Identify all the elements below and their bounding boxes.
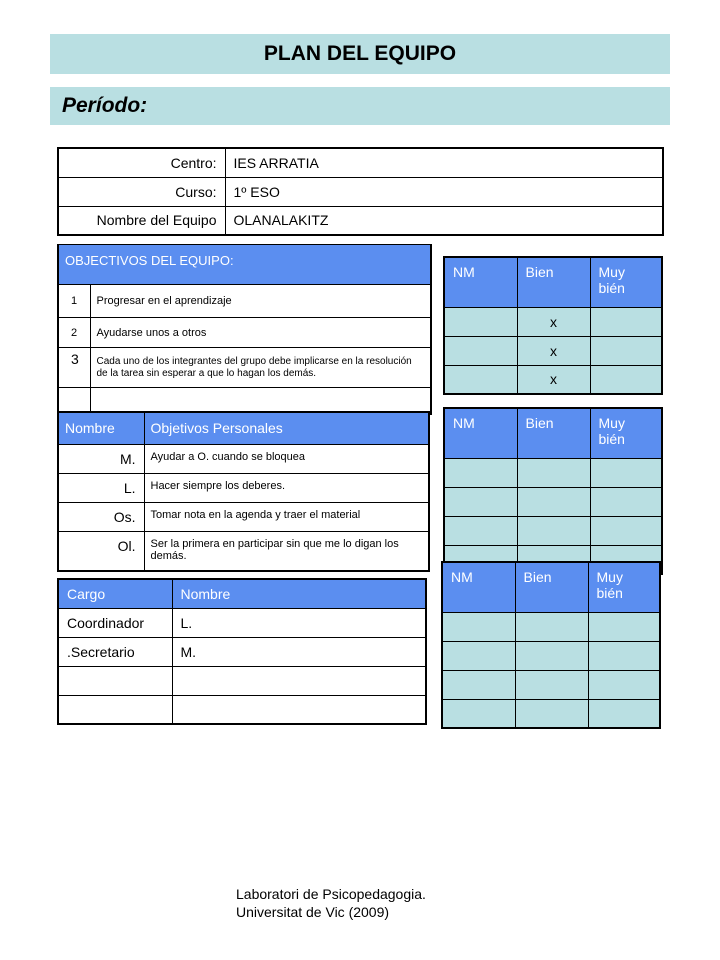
table-row xyxy=(442,670,660,699)
table-row xyxy=(58,637,426,666)
table-row xyxy=(58,318,431,348)
objective-text: Ayudarse unos a otros xyxy=(90,318,431,348)
table-row xyxy=(58,531,429,571)
table-row xyxy=(58,666,426,695)
grid-cell xyxy=(442,699,515,728)
role-title: .Secretario xyxy=(58,637,172,666)
grid-cell xyxy=(590,516,662,545)
grid-cell xyxy=(442,670,515,699)
table-header-row xyxy=(58,412,429,444)
grid-cell xyxy=(588,699,660,728)
table-row xyxy=(444,365,662,394)
table-row xyxy=(444,336,662,365)
personal-goals-column-header: Objetivos Personales xyxy=(144,412,429,444)
table-row xyxy=(58,444,429,473)
evaluation-grid-roles xyxy=(441,561,661,729)
team-objectives-table xyxy=(57,244,432,415)
grid-cell xyxy=(588,612,660,641)
objectives-header: OBJECTIVOS DEL EQUIPO: xyxy=(58,245,431,285)
member-goal: Ser la primera en participar sin que me lo digan los demás. xyxy=(144,531,429,571)
role-title xyxy=(58,695,172,724)
muy-bien-header: Muy bién xyxy=(588,562,660,612)
grid-cell xyxy=(588,641,660,670)
evaluation-grid-personal xyxy=(443,407,663,575)
table-row xyxy=(58,695,426,724)
table-row xyxy=(58,608,426,637)
roles-table xyxy=(57,578,427,725)
table-header-row xyxy=(58,245,431,285)
table-row xyxy=(444,516,662,545)
objective-number: 3 xyxy=(58,348,90,388)
table-header-row xyxy=(444,257,662,307)
grid-cell xyxy=(515,699,588,728)
nm-header: NM xyxy=(444,257,517,307)
team-info-table xyxy=(57,147,664,236)
objective-text xyxy=(90,388,431,414)
team-name-value: OLANALAKITZ xyxy=(225,206,663,235)
table-row xyxy=(58,285,431,318)
grid-cell: x xyxy=(517,336,590,365)
footer-line-2: Universitat de Vic (2009) xyxy=(236,904,390,920)
centro-value: IES ARRATIA xyxy=(225,148,663,177)
bien-header: Bien xyxy=(517,257,590,307)
table-header-row xyxy=(58,579,426,608)
muy-bien-header: Muy bién xyxy=(590,408,662,458)
muy-bien-header: Muy bién xyxy=(590,257,662,307)
grid-cell xyxy=(590,336,662,365)
member-name: Ol. xyxy=(58,531,144,571)
grid-cell xyxy=(442,612,515,641)
grid-cell xyxy=(517,458,590,487)
objective-text: Progresar en el aprendizaje xyxy=(90,285,431,318)
role-name-column-header: Nombre xyxy=(172,579,426,608)
table-row xyxy=(58,388,431,414)
footer-credit xyxy=(236,885,426,921)
nm-header: NM xyxy=(442,562,515,612)
grid-cell xyxy=(590,307,662,336)
grid-cell xyxy=(444,487,517,516)
page-title: PLAN DEL EQUIPO xyxy=(50,34,670,74)
objective-text: Cada uno de los integrantes del grupo debe implicarse en la resolución de la tarea sin esperar a que lo hagan los demás. xyxy=(90,348,431,388)
table-row xyxy=(58,206,663,235)
grid-cell xyxy=(515,670,588,699)
footer-line-1: Laboratori de Psicopedagogia. xyxy=(236,886,426,902)
evaluation-grid-objectives xyxy=(443,256,663,395)
table-header-row xyxy=(444,408,662,458)
grid-cell xyxy=(517,487,590,516)
curso-label: Curso: xyxy=(58,177,225,206)
grid-cell xyxy=(590,487,662,516)
name-column-header: Nombre xyxy=(58,412,144,444)
member-goal: Ayudar a O. cuando se bloquea xyxy=(144,444,429,473)
role-holder: M. xyxy=(172,637,426,666)
role-holder xyxy=(172,666,426,695)
grid-cell xyxy=(515,612,588,641)
centro-label: Centro: xyxy=(58,148,225,177)
table-row xyxy=(444,458,662,487)
table-row xyxy=(442,612,660,641)
member-goal: Hacer siempre los deberes. xyxy=(144,473,429,502)
grid-cell xyxy=(590,458,662,487)
nm-header: NM xyxy=(444,408,517,458)
curso-value: 1º ESO xyxy=(225,177,663,206)
period-label: Período: xyxy=(50,87,670,125)
personal-objectives-table xyxy=(57,411,430,572)
table-row xyxy=(58,348,431,388)
table-row xyxy=(444,487,662,516)
table-row xyxy=(444,307,662,336)
role-column-header: Cargo xyxy=(58,579,172,608)
objective-number: 1 xyxy=(58,285,90,318)
grid-cell xyxy=(444,307,517,336)
member-name: Os. xyxy=(58,502,144,531)
table-row xyxy=(58,502,429,531)
table-row xyxy=(58,473,429,502)
grid-cell xyxy=(517,516,590,545)
bien-header: Bien xyxy=(515,562,588,612)
grid-cell xyxy=(444,458,517,487)
grid-cell xyxy=(590,365,662,394)
role-holder: L. xyxy=(172,608,426,637)
role-holder xyxy=(172,695,426,724)
grid-cell: x xyxy=(517,307,590,336)
grid-cell: x xyxy=(517,365,590,394)
objective-number xyxy=(58,388,90,414)
role-title: Coordinador xyxy=(58,608,172,637)
team-name-label: Nombre del Equipo xyxy=(58,206,225,235)
grid-cell xyxy=(442,641,515,670)
member-name: M. xyxy=(58,444,144,473)
table-row xyxy=(442,641,660,670)
table-row xyxy=(58,148,663,177)
grid-cell xyxy=(515,641,588,670)
grid-cell xyxy=(444,336,517,365)
grid-cell xyxy=(588,670,660,699)
table-row xyxy=(58,177,663,206)
table-row xyxy=(442,699,660,728)
member-goal: Tomar nota en la agenda y traer el material xyxy=(144,502,429,531)
grid-cell xyxy=(444,516,517,545)
bien-header: Bien xyxy=(517,408,590,458)
table-header-row xyxy=(442,562,660,612)
grid-cell xyxy=(444,365,517,394)
role-title xyxy=(58,666,172,695)
objective-number: 2 xyxy=(58,318,90,348)
member-name: L. xyxy=(58,473,144,502)
